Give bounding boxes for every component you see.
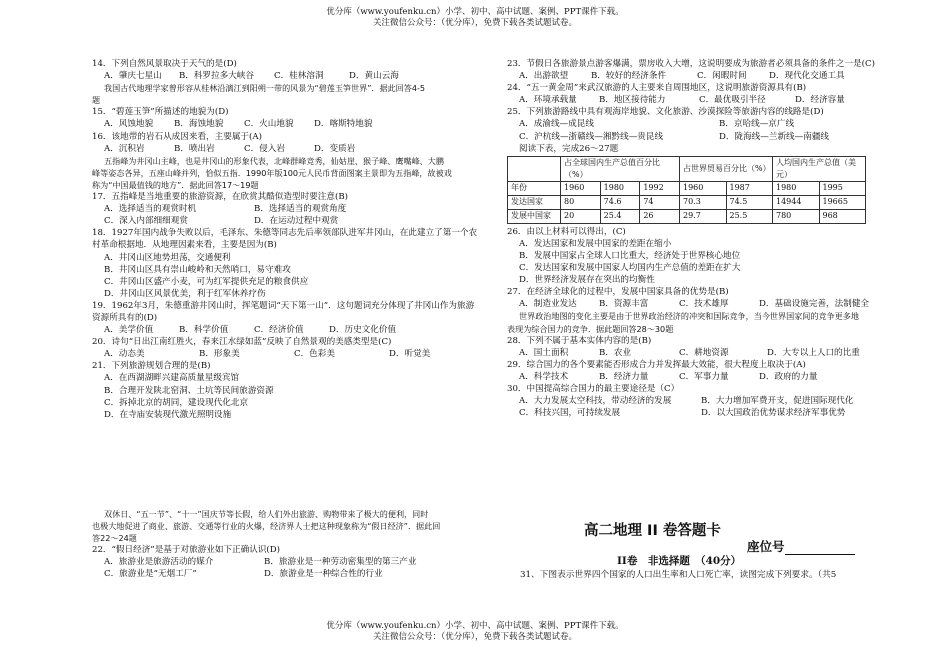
q25-options	[507, 131, 917, 143]
answer-sheet-title: 高二地理 II 卷答题卡	[584, 523, 721, 539]
page-footer	[0, 621, 950, 643]
q22-options	[92, 568, 502, 580]
option: D．变质岩	[314, 143, 356, 154]
option: A．美学价值	[104, 325, 154, 336]
option: A．肇庆七星山	[104, 71, 162, 82]
q27-options	[507, 298, 917, 310]
passage-2-line: 峰等姿态各异，五座山峰并列，恰似五指．1990年版100元人民币背面图案主景即为五指峰，故被戏	[92, 167, 452, 178]
table-cell: 1995	[819, 181, 866, 195]
table-cell: 发展中国家	[508, 209, 561, 223]
q18-stem: 村革命根据地．从地理因素来看，主要是因为(B)	[92, 240, 277, 251]
table-cell: 70.3	[680, 195, 727, 209]
q28-options	[507, 347, 917, 359]
option: C．最优吸引半径	[699, 95, 766, 106]
page-header	[0, 7, 950, 29]
option: D．政府的力量	[759, 371, 818, 382]
option: A．科学技术	[519, 371, 569, 382]
option: C．技术雄厚	[679, 299, 729, 310]
table-cell: 74.6	[600, 195, 640, 209]
option: C．发达国家和发展中国家人均国内生产总值的差距在扩大	[519, 263, 741, 274]
table-cell: 968	[819, 209, 866, 223]
table-cell: 780	[773, 209, 820, 223]
option: A．动态美	[104, 349, 145, 360]
option: A．沉积岩	[104, 143, 145, 154]
option: C．沪杭线—浙赣线—湘黔线—贵昆线	[519, 131, 664, 142]
option: C．耕地资源	[679, 347, 729, 358]
option: A．成渝线—成昆线	[519, 119, 594, 130]
option: D．陇海线—兰新线—南疆线	[719, 131, 830, 142]
option: D．基础设施完善，法制健全	[759, 299, 870, 310]
table-row	[508, 195, 866, 209]
option: B．农业	[599, 347, 632, 358]
option: D．在寺庙安装现代激光照明设施	[104, 409, 232, 420]
option: C．深入内部细细观赏	[104, 216, 188, 227]
q28-stem: 28．下列不属于基本实体内容的是(B)	[507, 335, 652, 346]
table-cell: 1960	[680, 181, 727, 195]
table-header-row	[508, 156, 866, 181]
passage-1-line: 我国古代地理学家曾形容从桂林沿漓江到阳朔一带的风景为“碧莲玉笋世界”．据此回答4-5	[104, 83, 426, 94]
table-row	[508, 209, 866, 223]
option: B．京哈线—京广线	[719, 119, 795, 130]
option: A．旅游业是旅游活动的媒介	[104, 557, 214, 568]
footer-line-1: 优分库（www.youfenku.cn）小学、初中、高中试题、案例、PPT课件下载。	[326, 621, 624, 631]
option: B．科学价值	[179, 325, 229, 336]
option: D．经济容量	[795, 95, 845, 106]
option: B．喷出岩	[174, 143, 215, 154]
q26-stem: 26．由以上材料可以得出，(C)	[507, 226, 626, 237]
option: D．井冈山区风景优美，利于红军休养疗伤	[104, 288, 266, 299]
option: B．发展中国家占全球人口比重大，经济处于世界核心地位	[519, 250, 741, 261]
section-2-heading: II卷 非选择题 （40分）	[617, 555, 742, 567]
table-cell: 1980	[600, 181, 640, 195]
q19-stem: 19．1962年3月，朱德重游井冈山时，挥笔题词“天下第一山”．这句题词充分体现了井冈山作为旅游	[92, 300, 475, 311]
option: B．形象美	[199, 349, 240, 360]
q15-options	[92, 118, 502, 130]
table-cell: 29.7	[680, 209, 727, 223]
option: C．旅游业是“无烟工厂”	[104, 569, 197, 580]
seat-number-field	[747, 537, 855, 555]
q25-stem: 25．下列旅游路线中具有观海岸地貌、文化旅游、沙漠探险等旅游内容的线路是(D)	[507, 107, 824, 118]
option: A．选择适当的观赏时机	[104, 204, 197, 215]
q31-stem: 31、下图表示世界四个国家的人口出生率和人口死亡率，读图完成下列要求。（共5	[520, 570, 837, 580]
option: A．国土面积	[519, 347, 569, 358]
table-intro: 阅读下表，完成26～27题	[519, 143, 619, 154]
passage-2-line: 称为“中国最值钱的地方”．据此回答17～19题	[92, 179, 259, 190]
table-cell: 20	[561, 209, 601, 223]
q30-options	[507, 407, 917, 419]
option: D．黄山云海	[349, 71, 399, 82]
q16-stem: 16．该地带的岩石从成因来看，主要属于(A)	[92, 131, 262, 142]
option: B．地区接待能力	[599, 95, 666, 106]
table-cell: 占世界贸易百分比（%）	[680, 156, 773, 181]
q16-options	[92, 143, 502, 155]
q29-options	[507, 371, 917, 383]
option: C．拆掉北京的胡同，建设现代化北京	[104, 397, 249, 408]
passage-3-line: 答22～24题	[92, 533, 137, 544]
table-cell: 人均国内生产总值（美元）	[773, 156, 866, 181]
table-cell: 年份	[508, 181, 561, 195]
q20-options	[92, 348, 502, 360]
q30-options	[507, 395, 917, 407]
q23-stem: 23．节假日各旅游景点游客爆满，票房收入大增，这说明要成为旅游者必须具备的条件之一是(C)	[507, 59, 875, 69]
passage-4-line: 世界政治地图的变化主要是由于世界政治经济的冲突和国际竞争，当今世界国家间的竞争更多地	[519, 311, 859, 322]
passage-3-line: 也极大地促进了商业、旅游、交通等行业的火爆，经济界人士把这种现象称为“假日经济”．据此回	[92, 521, 441, 532]
option: A．在西湖湖畔兴建高质量星级宾馆	[104, 373, 240, 384]
option: B．大力增加军费开支，促进国际现代化	[701, 396, 854, 407]
passage-4-line: 表现为综合国力的竞争．据此题回答28～30题	[507, 323, 674, 334]
q19-stem: 资源所具有的(D)	[92, 312, 158, 323]
table-cell: 14944	[773, 195, 820, 209]
passage-1-line: 题	[92, 95, 101, 106]
q22-options	[92, 556, 502, 568]
table-cell: 80	[561, 195, 601, 209]
option: A．大力发展太空科技，带动经济的发展	[519, 396, 672, 407]
option: A．发达国家和发展中国家的差距在缩小	[519, 238, 672, 249]
q17-options	[92, 203, 502, 215]
table-cell: 26	[640, 209, 680, 223]
passage-2-line: 五指峰为井冈山主峰，也是井冈山的形象代表，北峰群峰竞秀，仙姑崖、猴子峰、鹰嘴峰、大鹏	[104, 155, 444, 166]
table-cell: 74	[640, 195, 680, 209]
option: D．世界经济发展存在突出的均衡性	[519, 275, 655, 286]
option: C．科技兴国，可持续发展	[519, 408, 621, 419]
q14-stem: 14．下列自然风景取决于天气的是(D)	[92, 59, 237, 69]
option: A．井冈山区地势坦荡，交通便利	[104, 252, 231, 263]
table-cell: 1992	[640, 181, 680, 195]
option: B．井冈山区具有崇山峻岭和天然哨口，易守难攻	[104, 264, 291, 275]
option: C．军事力量	[679, 371, 729, 382]
passage-3-line: 双休日、“五一节”、“十一”国庆节等长假，给人们外出旅游、购物带来了极大的便利，同时	[104, 509, 429, 519]
option: D．现代化交通工具	[769, 71, 845, 82]
q27-stem: 27．在经济全球化的过程中，发展中国家具备的优势是(B)	[507, 287, 729, 298]
table-cell: 占全球国内生产总值百分比（%）	[561, 156, 680, 181]
option: B．较好的经济条件	[591, 71, 667, 82]
q23-options	[507, 70, 917, 82]
right-column	[507, 58, 917, 419]
option: A．风蚀地貌	[104, 119, 154, 130]
table-header-row	[508, 181, 866, 195]
option: D．大专以上人口的比重	[767, 347, 860, 358]
seat-number-blank	[785, 542, 855, 555]
table-cell	[508, 156, 561, 181]
option: B．旅游业是一种劳动密集型的第三产业	[264, 557, 417, 568]
option: D．喀斯特地貌	[314, 119, 373, 130]
option: C．桂林溶洞	[274, 71, 324, 82]
option: A．制造业发达	[519, 299, 577, 310]
header-line-2: 关注微信公众号：（优分库），免费下载各类试题试卷。	[372, 18, 577, 28]
option: A．环境承载量	[519, 95, 577, 106]
option: C．井冈山区盛产小麦，可为红军提供充足的粮食供应	[104, 276, 309, 287]
q30-stem: 30．中国提高综合国力的最主要途径是（C）	[507, 383, 680, 394]
option: D．听觉美	[389, 349, 431, 360]
q17-stem: 17．五指峰是当地重要的旅游资源，在欣赏其酷似造型时要注意(B)	[92, 192, 348, 203]
q22-stem: 22．“假日经济”是基于对旅游业如下正确认识(D)	[92, 545, 281, 556]
table-cell: 1980	[773, 181, 820, 195]
option: C．火山地貌	[244, 119, 294, 130]
option: C．色彩美	[294, 349, 335, 360]
q25-options	[507, 118, 917, 130]
table-cell: 74.5	[726, 195, 773, 209]
left-column-lower	[92, 508, 502, 581]
q17-options	[92, 215, 502, 227]
option: D．旅游业是一种综合性的行业	[264, 569, 383, 580]
q15-stem: 15．“碧莲玉笋”所描述的地貌为(D)	[92, 107, 229, 118]
option: D．以大国政治优势谋求经济军事优势	[701, 408, 846, 419]
option: B．海蚀地貌	[174, 119, 224, 130]
q24-options	[507, 94, 917, 106]
option: C．闲暇时间	[697, 71, 747, 82]
option: B．选择适当的观赏角度	[254, 204, 347, 215]
option: B．合理开发陕北窑洞、土坑等民间旅游资源	[104, 385, 274, 396]
gdp-table	[507, 156, 866, 224]
option: D．历史文化价值	[329, 325, 397, 336]
q20-stem: 20．诗句“日出江南红胜火，春来江水绿如蓝”反映了自然景观的美感类型是(C)	[92, 337, 392, 348]
option: A．出游欲望	[519, 71, 569, 82]
option: C．经济价值	[254, 325, 304, 336]
table-cell: 1960	[561, 181, 601, 195]
left-column	[92, 58, 502, 421]
option: B．经济力量	[599, 371, 649, 382]
q21-stem: 21．下列旅游规划合理的是(B)	[92, 361, 211, 372]
table-cell: 1987	[726, 181, 773, 195]
option: B．资源丰富	[599, 299, 649, 310]
q18-stem: 18．1927年国内战争失败以后，毛泽东、朱德等同志先后率领部队进军井冈山，在此建立了第一个农	[92, 228, 478, 239]
option: C．侵入岩	[244, 143, 285, 154]
seat-number-label: 座位号	[747, 539, 785, 554]
option: B．科罗拉多大峡谷	[179, 71, 255, 82]
footer-line-2: 关注微信公众号：（优分库），免费下载各类试题试卷。	[372, 632, 577, 642]
header-line-1: 优分库（www.youfenku.cn）小学、初中、高中试题、案例、PPT课件下载。	[326, 7, 624, 17]
q19-options	[92, 324, 502, 336]
q24-stem: 24．“五一黄金周”来武汉旅游的人主要来自周围地区，这说明旅游资源具有(B)	[507, 83, 807, 94]
table-cell: 25.4	[600, 209, 640, 223]
table-cell: 发达国家	[508, 195, 561, 209]
q29-stem: 29．综合国力的各个要素能否形成合力并发挥最大效能，很大程度上取决于(A)	[507, 359, 806, 370]
table-cell: 25.5	[726, 209, 773, 223]
table-cell: 19665	[819, 195, 866, 209]
option: D．在运动过程中观赏	[254, 216, 339, 227]
q14-options	[92, 70, 502, 82]
